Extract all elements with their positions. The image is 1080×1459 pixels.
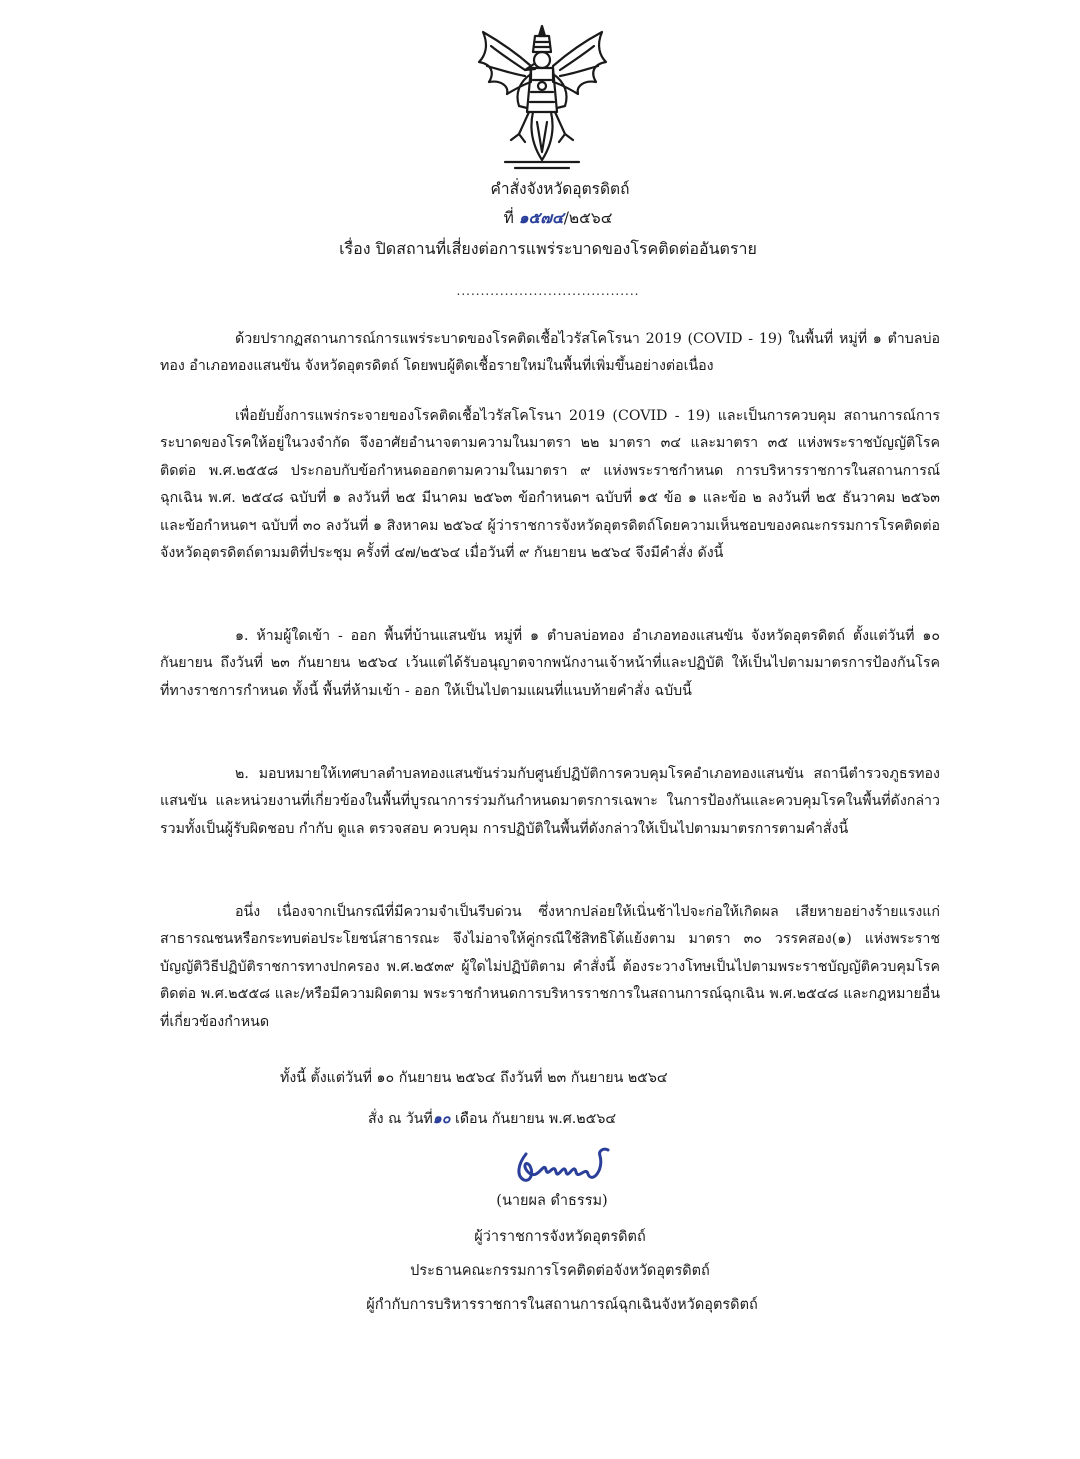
order-date-day-handwritten: ๑๐ [432,1111,451,1127]
handwritten-signature [508,1140,618,1190]
paragraph-legal-basis [160,403,940,567]
order-date-suffix: เดือน กันยายน พ.ศ.๒๕๖๔ [454,1111,617,1127]
order-date-prefix: สั่ง ณ วันที่ [368,1111,433,1127]
paragraph-notice [160,899,940,1036]
signatory-title-governor: ผู้ว่าราชการจังหวัดอุตรดิตถ์ [474,1229,646,1245]
order-date-line [368,1108,616,1130]
signatory-title-emergency-supervisor: ผู้กำกับการบริหารราชการในสถานการณ์ฉุกเฉินจังหวัดอุตรดิตถ์ [366,1297,758,1313]
garuda-emblem-icon [475,22,610,172]
signatory-title-committee-chair: ประธานคณะกรรมการโรคติดต่อจังหวัดอุตรดิตถ์ [410,1263,710,1279]
order-number-prefix: ที่ [503,209,514,227]
paragraph-clause-1 [160,623,940,705]
paragraph-text: ๒. มอบหมายให้เทศบาลตำบลทองแสนขันร่วมกับศูนย์ปฏิบัติการควบคุมโรคอำเภอทองแสนขัน สถานีตำรวจภูธรทองแสนขัน และหน่วยงานที่เกี่ยวข้องในพื้นที่บูรณาการร่วมกันกำหนดมาตรการเฉพาะ ในการป้องกันและควบคุมโรคในพื้นที่ดังกล่าว รวมทั้งเป็นผู้รับผิดชอบ กำกับ ดูแล ตรวจสอบ ควบคุม การปฏิบัติในพื้นที่ดังกล่าวให้เป็นไปตามมาตรการตามคำสั่งนี้ [160,766,940,837]
paragraph-text: อนึ่ง เนื่องจากเป็นกรณีที่มีความจำเป็นรีบด่วน ซึ่งหากปล่อยให้เนิ่นช้าไปจะก่อให้เกิดผล เสียหายอย่างร้ายแรงแก่สาธารณชนหรือกระทบต่อประโยชน์สาธารณะ จึงไม่อาจให้คู่กรณีใช้สิทธิโต้แย้งตาม มาตรา ๓๐ วรรคสอง(๑) แห่งพระราชบัญญัติวิธีปฏิบัติราชการทางปกครอง พ.ศ.๒๕๓๙ ผู้ใดไม่ปฏิบัติตาม คำสั่งนี้ ต้องระวางโทษเป็นไปตามพระราชบัญญัติควบคุมโรคติดต่อ พ.ศ.๒๕๕๘ และ/หรือมีความผิดตาม พระราชกำหนดการบริหารราชการในสถานการณ์ฉุกเฉิน พ.ศ.๒๕๔๘ และกฎหมายอื่นที่เกี่ยวข้องกำหนด [160,904,940,1030]
signatory-name: (นายผล ดำธรรม) [496,1193,608,1209]
order-number-handwritten: ๑๕๗๔ [518,208,564,227]
paragraph-text: ด้วยปรากฏสถานการณ์การแพร่ระบาดของโรคติดเชื้อไวรัสโคโรนา 2019 (COVID - 19) ในพื้นที่ หมู่ที่ ๑ ตำบลบ่อทอง อำเภอทองแสนขัน จังหวัดอุตรดิตถ์ โดยพบผู้ติดเชื้อรายใหม่ในพื้นที่เพิ่มขึ้นอย่างต่อเนื่อง [160,331,940,375]
header-divider: ...................................... [456,284,640,298]
paragraph-text: ทั้งนี้ ตั้งแต่วันที่ ๑๐ กันยายน ๒๕๖๔ ถึงวันที่ ๒๓ กันยายน ๒๕๖๔ [280,1070,668,1086]
order-title: คำสั่งจังหวัดอุตรดิตถ์ [490,180,630,198]
order-number-suffix: /๒๕๖๔ [563,209,613,227]
order-number [18,207,1080,229]
paragraph-effective-period [160,1065,940,1092]
paragraph-background [160,326,940,381]
paragraph-text: เพื่อยับยั้งการแพร่กระจายของโรคติดเชื้อไวรัสโคโรนา 2019 (COVID - 19) และเป็นการควบคุม สถานการณ์การระบาดของโรคให้อยู่ในวงจำกัด จึงอาศัยอำนาจตามความในมาตรา ๒๒ มาตรา ๓๔ และมาตรา ๓๕ แห่งพระราชบัญญัติโรคติดต่อ พ.ศ.๒๕๕๘ ประกอบกับข้อกำหนดออกตามความในมาตรา ๙ แห่งพระราชกำหนด การบริหารราชการในสถานการณ์ฉุกเฉิน พ.ศ. ๒๕๔๘ ฉบับที่ ๑ ลงวันที่ ๒๕ มีนาคม ๒๕๖๓ ข้อกำหนดฯ ฉบับที่ ๑๕ ข้อ ๑ และข้อ ๒ ลงวันที่ ๒๕ ธันวาคม ๒๕๖๓ และข้อกำหนดฯ ฉบับที่ ๓๐ ลงวันที่ ๑ สิงหาคม ๒๕๖๔ ผู้ว่าราชการจังหวัดอุตรดิตถ์โดยความเห็นชอบของคณะกรรมการโรคติดต่อจังหวัดอุตรดิตถ์ตามมติที่ประชุม ครั้งที่ ๔๗/๒๕๖๔ เมื่อวันที่ ๙ กันยายน ๒๕๖๔ จึงมีคำสั่ง ดังนี้ [160,408,940,562]
paragraph-clause-2 [160,761,940,843]
paragraph-text: ๑. ห้ามผู้ใดเข้า - ออก พื้นที่บ้านแสนขัน หมู่ที่ ๑ ตำบลบ่อทอง อำเภอทองแสนขัน จังหวัดอุตรดิตถ์ ตั้งแต่วันที่ ๑๐ กันยายน ถึงวันที่ ๒๓ กันยายน ๒๕๖๔ เว้นแต่ได้รับอนุญาตจากพนักงานเจ้าหน้าที่และปฏิบัติ ให้เป็นไปตามมาตรการป้องกันโรคที่ทางราชการกำหนด ทั้งนี้ พื้นที่ห้ามเข้า - ออก ให้เป็นไปตามแผนที่แนบท้ายคำสั่ง ฉบับนี้ [160,628,940,699]
order-subject: เรื่อง ปิดสถานที่เสี่ยงต่อการแพร่ระบาดของโรคติดต่ออันตราย [339,239,757,258]
